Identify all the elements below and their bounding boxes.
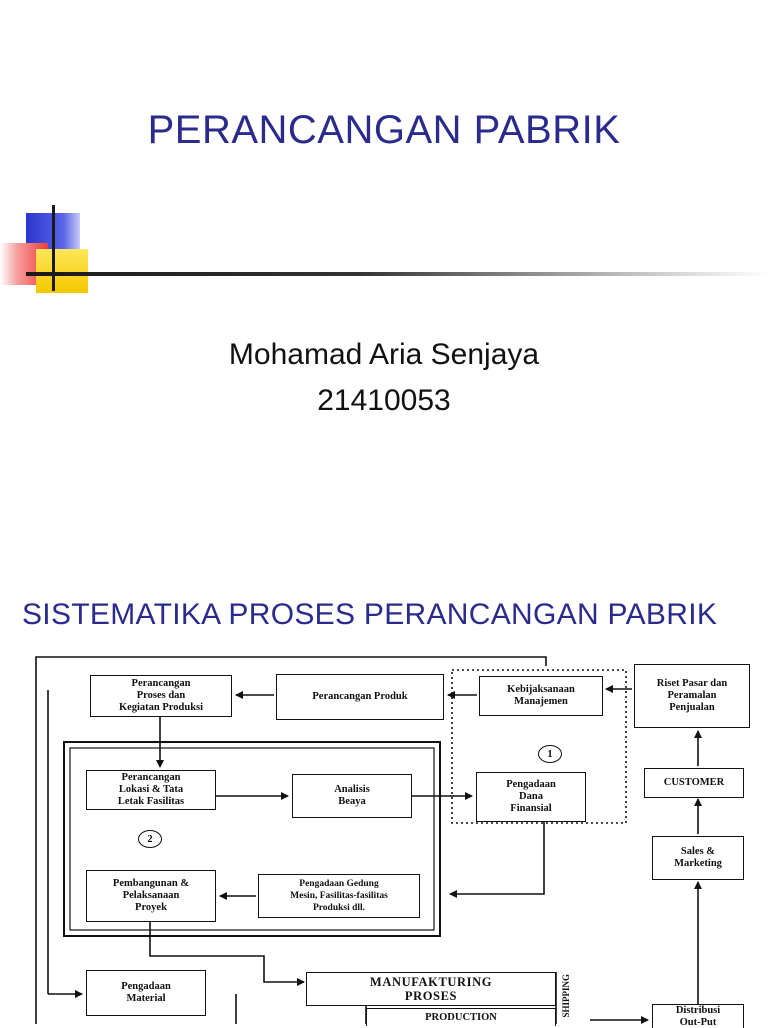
marker-2: 2	[138, 830, 162, 848]
box-kebijaksanaan-manajemen: Kebijaksanaan Manajemen	[479, 676, 603, 716]
slide-title: SISTEMATIKA PROSES PERANCANGAN PABRIK	[22, 598, 718, 631]
box-riset-pasar: Riset Pasar dan Peramalan Penjualan	[634, 664, 750, 728]
box-pengadaan-material: Pengadaan Material	[86, 970, 206, 1016]
title-slide	[0, 0, 768, 512]
process-slide	[0, 512, 768, 1028]
box-perancangan-produk: Perancangan Produk	[276, 674, 444, 720]
vertical-rule	[52, 205, 55, 291]
author-id: 21410053	[317, 384, 451, 417]
box-analisis-biaya: Analisis Beaya	[292, 774, 412, 818]
box-customer: CUSTOMER	[644, 768, 744, 798]
box-pembangunan-proyek: Pembangunan & Pelaksanaan Proyek	[86, 870, 216, 922]
box-manufakturing-proses: MANUFAKTURING PROSES	[306, 972, 556, 1006]
decorative-banner	[0, 205, 768, 295]
slide-title: PERANCANGAN PABRIK	[147, 108, 621, 152]
box-sales-marketing: Sales & Marketing	[652, 836, 744, 880]
author-block	[0, 332, 768, 424]
marker-1: 1	[538, 745, 562, 763]
box-production: PRODUCTION	[366, 1008, 556, 1026]
box-pengadaan-dana: Pengadaan Dana Finansial	[476, 772, 586, 822]
horizontal-rule	[26, 272, 768, 276]
box-perancangan-proses: Perancangan Proses dan Kegiatan Produksi	[90, 675, 232, 717]
process-flow-diagram	[26, 650, 768, 1028]
label-shipping: SHIPPING	[561, 974, 571, 1018]
box-perancangan-lokasi: Perancangan Lokasi & Tata Letak Fasilitas	[86, 770, 216, 810]
box-distribusi-output: Distribusi Out-Put	[652, 1004, 744, 1028]
box-pengadaan-gedung: Pengadaan Gedung Mesin, Fasilitas-fasilitas Produksi dll.	[258, 874, 420, 918]
yellow-square-decoration	[36, 249, 88, 293]
author-name: Mohamad Aria Senjaya	[228, 338, 540, 371]
